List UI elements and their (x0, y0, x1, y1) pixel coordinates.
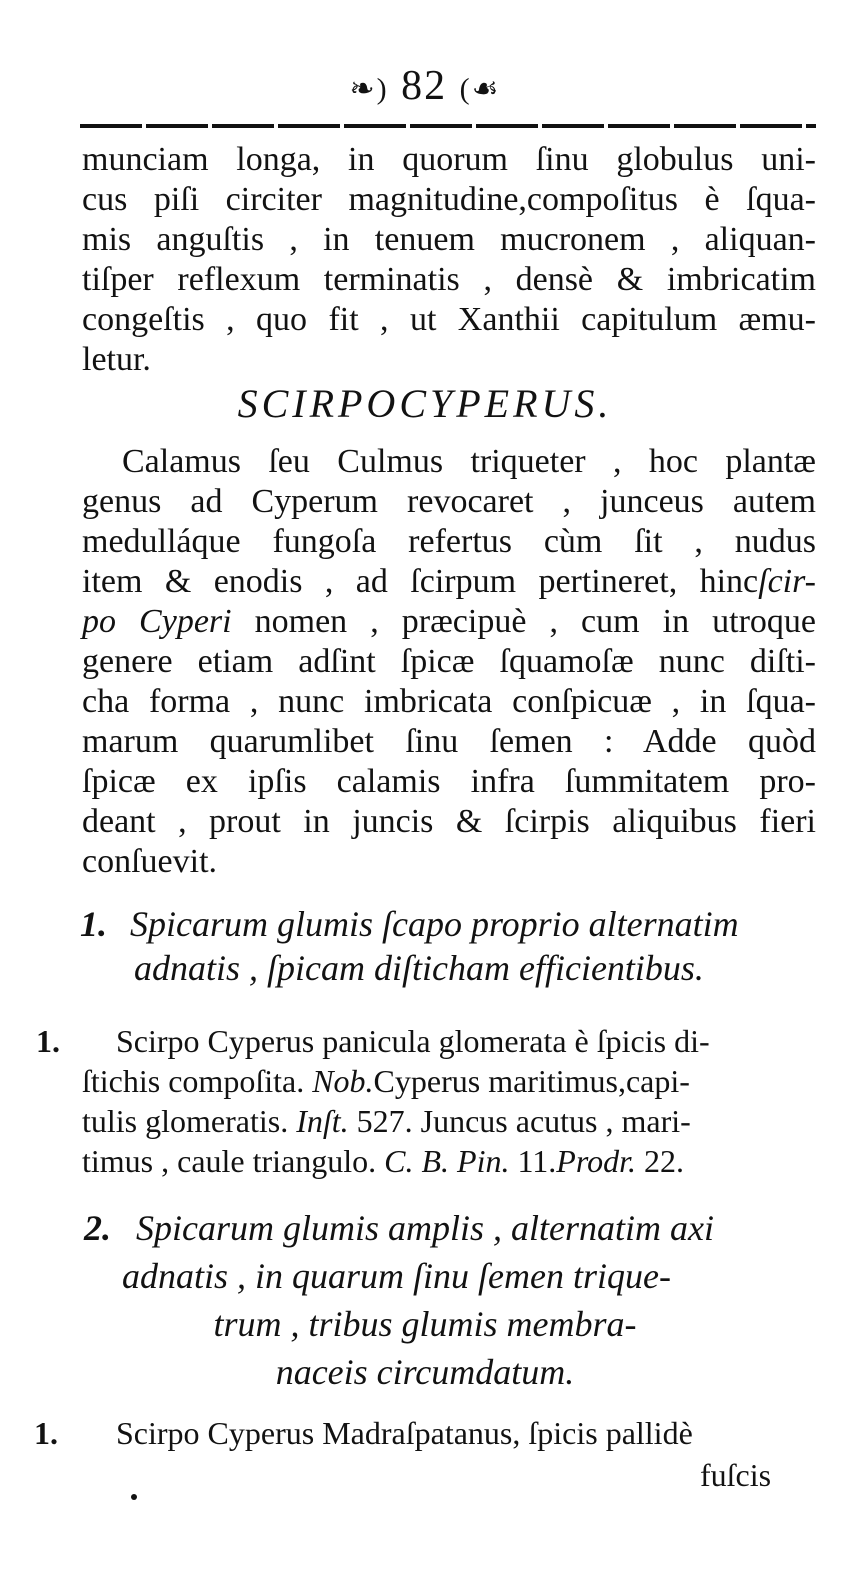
text-run: nomen , præcipuè , cum in utroque (231, 603, 816, 640)
text-line (82, 602, 816, 642)
text-line: tiſper reflexum terminatis , densè & imbricatim (82, 261, 816, 298)
entry-line (82, 1102, 691, 1140)
entry-line (82, 1142, 684, 1180)
entry-line: Scirpo Cyperus panicula glomerata è ſpicis di- (116, 1023, 710, 1059)
italic-term: po Cyperi (82, 603, 232, 640)
section-title: SCIRPOCYPERUS. (237, 381, 613, 426)
text-run: ſtichis compoſita. (82, 1063, 305, 1099)
left-ornament-icon: ❧) (349, 72, 389, 106)
italic-term: Prodr. (556, 1143, 637, 1179)
page-number: 82 (401, 63, 448, 109)
group-description-line: adnatis , in quarum ſinu ſemen trique- (122, 1256, 671, 1296)
entry-number: 1. (34, 1415, 58, 1451)
text-line: medulláque fungoſa refertus cùm ſit , nudus (82, 523, 816, 560)
header-rule (80, 124, 816, 128)
group-number: 2. (84, 1208, 111, 1248)
group-description-line: trum , tribus glumis membra- (213, 1304, 637, 1344)
right-ornament-icon: (☙ (459, 72, 501, 106)
group-description-line: naceis circumdatum. (275, 1352, 575, 1392)
text-line: letur. (82, 341, 151, 378)
text-run: 22. (636, 1143, 685, 1179)
text-run: timus , caule triangulo. (82, 1143, 377, 1179)
entry-line (82, 1062, 690, 1100)
group-description-line: Spicarum glumis amplis , alternatim axi (136, 1208, 714, 1248)
text-run: Cyperus maritimus,capi- (373, 1063, 690, 1099)
text-run: item & enodis , ad ſcirpum pertineret, hinc (82, 563, 759, 600)
text-line: cus piſi circiter magnitudine,compoſitus è ſqua- (82, 181, 816, 218)
text-run: 11. (509, 1143, 557, 1179)
ink-speck (131, 1494, 137, 1500)
italic-term: C. B. Pin. (384, 1143, 510, 1179)
group-description-line: adnatis , ſpicam diſticham efficientibus. (134, 948, 704, 988)
group-number: 1. (80, 904, 107, 944)
text-line (82, 562, 816, 602)
text-line: congeſtis , quo fit , ut Xanthii capitulum æmu- (82, 301, 816, 338)
text-line: genere etiam adſint ſpicæ ſquamoſæ nunc diſti- (82, 643, 816, 680)
page-header (0, 62, 850, 113)
text-line: cha forma , nunc imbricata conſpicuæ , in ſqua- (82, 683, 816, 720)
entry-number: 1. (36, 1023, 60, 1059)
italic-term: ſcir- (758, 563, 816, 600)
text-run: tulis glomeratis. (82, 1103, 289, 1139)
italic-term: Nob. (312, 1063, 374, 1099)
text-line: deant , prout in juncis & ſcirpis aliquibus fieri (82, 803, 816, 840)
text-line: ſpicæ ex ipſis calamis infra ſummitatem pro- (82, 763, 816, 800)
text-line: mis anguſtis , in tenuem mucronem , aliquan- (82, 221, 816, 258)
text-line: Calamus ſeu Culmus triqueter , hoc plantæ (122, 443, 816, 480)
text-line: conſuevit. (82, 843, 218, 880)
text-run: 527. Juncus acutus , mari- (348, 1103, 691, 1139)
catchword: fuſcis (700, 1457, 772, 1493)
text-line: marum quarumlibet ſinu ſemen : Adde quòd (82, 723, 816, 760)
text-line: munciam longa, in quorum ſinu globulus uni- (82, 141, 816, 178)
entry-line: Scirpo Cyperus Madraſpatanus, ſpicis pallidè (116, 1415, 693, 1451)
group-description-line: Spicarum glumis ſcapo proprio alternatim (130, 904, 739, 944)
text-line: genus ad Cyperum revocaret , junceus autem (82, 483, 816, 520)
italic-term: Inſt. (296, 1103, 349, 1139)
